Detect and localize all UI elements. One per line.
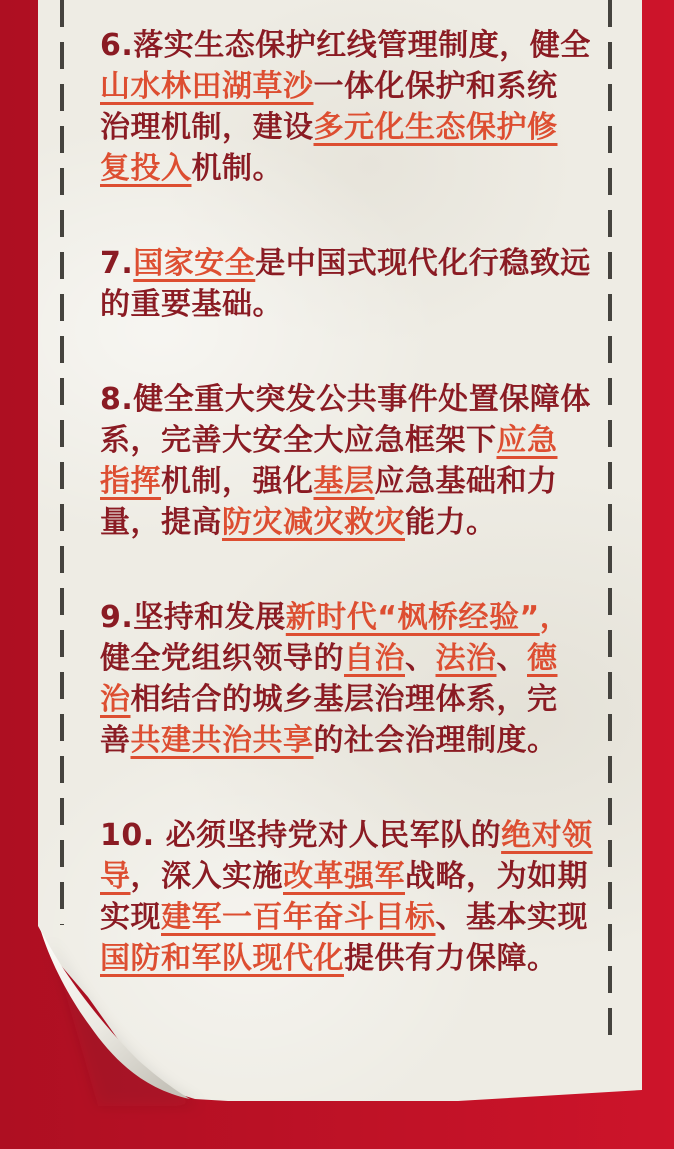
text-segment: 、基本实现 — [435, 900, 588, 935]
highlight-term: 基层 — [313, 464, 375, 499]
highlight-term: 自治 — [344, 641, 405, 676]
highlight-term: 共建共治共享 — [130, 723, 314, 758]
highlight-term: 绝对领 — [501, 818, 593, 853]
text-segment: 、 — [496, 641, 527, 676]
highlight-term: 建军一百年奋斗目标 — [161, 900, 436, 935]
paragraph-item-7 — [100, 243, 605, 325]
highlight-term: 应急 — [496, 423, 558, 458]
text-segment: 8.健全重大突发公共事件处置保障体 — [100, 382, 591, 417]
text-segment: 6.落实生态保护红线管理制度，健全 — [100, 28, 591, 63]
highlight-term: 山水林田湖草沙 — [100, 69, 314, 104]
text-segment: 9.坚持和发展 — [100, 600, 286, 635]
paragraph-item-9 — [100, 597, 605, 761]
text-line — [100, 284, 605, 325]
text-line — [100, 720, 605, 761]
text-segment: 机制，强化 — [161, 464, 314, 499]
highlight-term: 德 — [527, 641, 558, 676]
page-curl-icon — [38, 920, 198, 1106]
text-line — [100, 243, 605, 284]
curl-shadow — [50, 940, 198, 1106]
text-line — [100, 420, 605, 461]
highlight-term: 新时代“枫桥经验” — [285, 600, 540, 635]
text-segment: 量，提高 — [100, 505, 222, 540]
paragraph-item-8 — [100, 379, 605, 543]
highlight-term: 多元化生态保护修 — [313, 110, 558, 145]
text-line — [100, 597, 605, 638]
highlight-term: 法治 — [435, 641, 497, 676]
left-dashed-border — [60, 0, 64, 925]
text-segment: 善 — [100, 723, 131, 758]
text-segment: 的重要基础。 — [100, 287, 283, 322]
text-segment: 一体化保护和系统 — [313, 69, 558, 104]
text-segment: 能力。 — [405, 505, 497, 540]
text-segment: 系，完善大安全大应急框架下 — [100, 423, 497, 458]
text-segment: 应急基础和力 — [374, 464, 558, 499]
text-segment: ，深入实施 — [130, 859, 283, 894]
highlight-term: 防灾减灾救灾 — [222, 505, 405, 540]
text-segment: 的社会治理制度。 — [313, 723, 558, 758]
right-dashed-border — [608, 0, 612, 1046]
text-segment: 治理机制，建设 — [100, 110, 314, 145]
text-line — [100, 638, 605, 679]
paragraph-item-6 — [100, 25, 605, 189]
text-segment: 实现 — [100, 900, 161, 935]
text-line — [100, 856, 605, 897]
text-segment: 战略，为如期 — [405, 859, 588, 894]
text-line — [100, 379, 605, 420]
text-segment: 10. 必须坚持党对人民军队的 — [100, 818, 502, 853]
text-segment: 是中国式现代化行稳致远 — [255, 246, 591, 281]
text-segment: 、 — [405, 641, 436, 676]
text-line — [100, 25, 605, 66]
text-line — [100, 107, 605, 148]
text-segment: 7. — [100, 246, 134, 281]
text-line — [100, 679, 605, 720]
highlight-term: 复投入 — [100, 151, 192, 186]
highlight-term: 导 — [100, 859, 131, 894]
text-content — [100, 25, 605, 1033]
highlight-term: 改革强军 — [283, 859, 405, 894]
text-segment: 提供有力保障。 — [344, 941, 558, 976]
text-line — [100, 461, 605, 502]
highlight-term: 治 — [100, 682, 131, 717]
text-segment: 健全党组织领导的 — [100, 641, 344, 676]
text-segment: 机制。 — [191, 151, 283, 186]
highlight-term: 国家安全 — [133, 246, 256, 281]
text-line — [100, 148, 605, 189]
highlight-term: 指挥 — [100, 464, 161, 499]
text-line — [100, 66, 605, 107]
highlight-term: 国防和军队现代化 — [100, 941, 344, 976]
highlight-term: ， — [539, 600, 571, 635]
text-line — [100, 815, 605, 856]
text-line — [100, 502, 605, 543]
text-segment: 相结合的城乡基层治理体系，完 — [130, 682, 558, 717]
